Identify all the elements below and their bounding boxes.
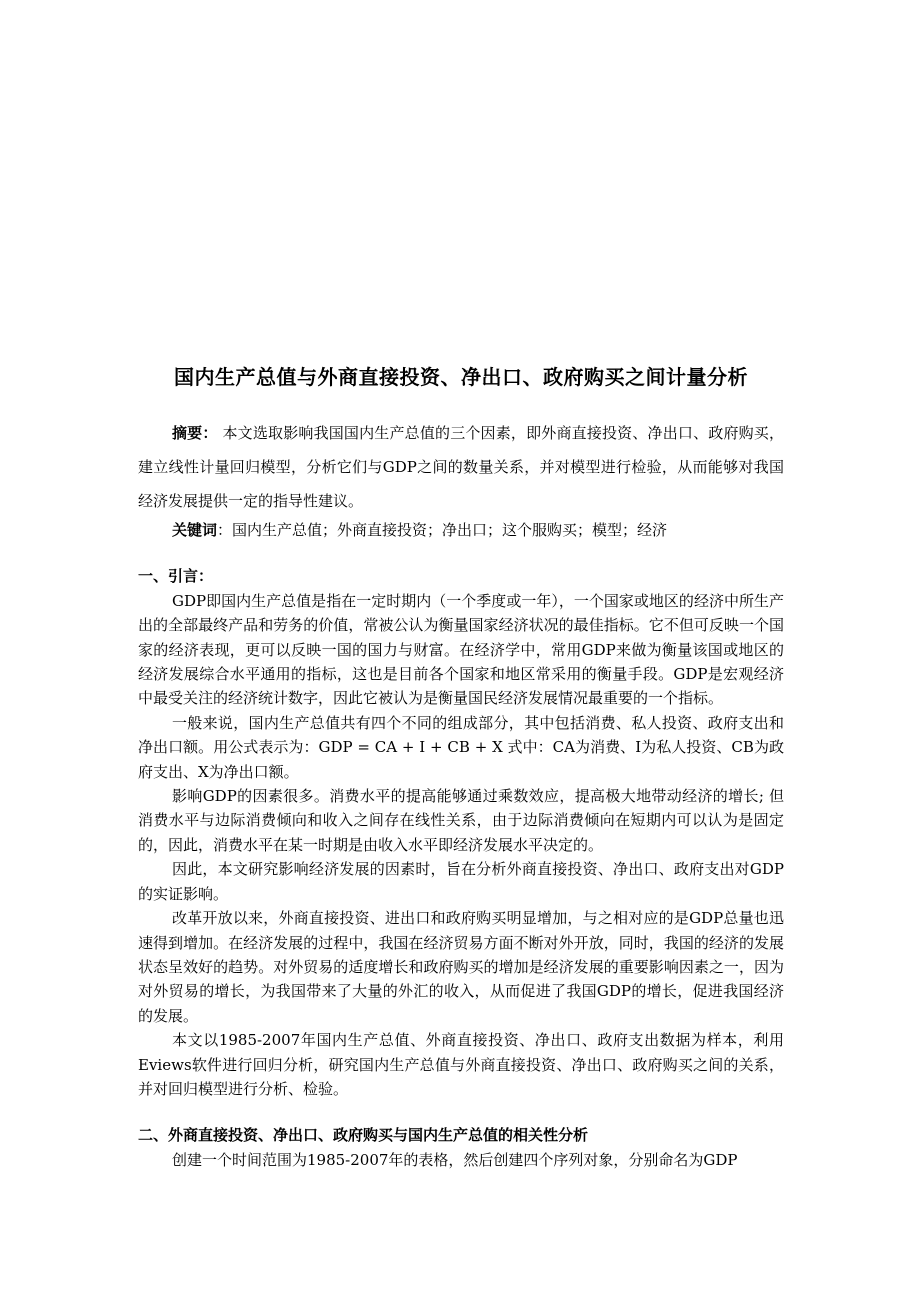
section-heading-intro: 一、引言： (138, 567, 214, 586)
body-paragraph: 改革开放以来，外商直接投资、进出口和政府购买明显增加，与之相对应的是GDP总量也迅速得到增加。在经济发展的过程中，我国在经济贸易方面不断对外开放，同时，我国的经济的发展状态呈效好的趋势。对外贸易的适度增长和政府购买的增加是经济发展的重要影响因素之一，因为对外贸易的增长，为我国带来了大量的外汇的收入，从而促进了我国GDP的增长，促进我国经济的发展。 (138, 909, 784, 1025)
keywords-label: 关键词 (172, 521, 218, 539)
document-page (138, 360, 784, 1172)
spacer (138, 542, 784, 564)
body-paragraph: 影响GDP的因素很多。消费水平的提高能够通过乘数效应，提高极大地带动经济的增长; 但消费水平与边际消费倾向和收入之间存在线性关系，由于边际消费倾向在短期内可以认为是固定的，因此，消费水平在某一时期是由收入水平即经济发展水平决定的。 (138, 787, 784, 854)
keywords-text: ：国内生产总值；外商直接投资；净出口；这个服购买；模型；经济 (217, 521, 668, 539)
body-paragraph: 创建一个时间范围为1985-2007年的表格，然后创建四个序列对象，分别命名为GDP (172, 1150, 738, 1169)
spacer (138, 1101, 784, 1123)
body-paragraph: GDP即国内生产总值是指在一定时期内（一个季度或一年），一个国家或地区的经济中所生产出的全部最终产品和劳务的价值，常被公认为衡量国家经济状况的最佳指标。它不但可反映一个国家的经济表现，更可以反映一国的国力与财富。在经济学中，常用GDP来做为衡量该国或地区的经济发展综合水平通用的指标，这也是目前各个国家和地区常采用的衡量手段。GDP是宏观经济中最受关注的经济统计数字，因此它被认为是衡量国民经济发展情况最重要的一个指标。 (138, 591, 784, 708)
section-heading-correlation: 二、外商直接投资、净出口、政府购买与国内生产总值的相关性分析 (138, 1126, 589, 1145)
abstract-label: 摘要： (172, 424, 218, 442)
abstract-text: 本文选取影响我国国内生产总值的三个因素，即外商直接投资、净出口、政府购买，建立线性计量回归模型，分析它们与GDP之间的数量关系，并对模型进行检验，从而能够对我国经济发展提供一定的指导性建议。 (138, 424, 784, 510)
document-title: 国内生产总值与外商直接投资、净出口、政府购买之间计量分析 (174, 365, 748, 389)
body-paragraph: 本文以1985-2007年国内生产总值、外商直接投资、净出口、政府支出数据为样本，利用Eviews软件进行回归分析，研究国内生产总值与外商直接投资、净出口、政府购买之间的关系，并对回归模型进行分析、检验。 (138, 1031, 784, 1098)
body-paragraph: 一般来说，国内生产总值共有四个不同的组成部分，其中包括消费、私人投资、政府支出和净出口额。用公式表示为：GDP = CA + I + CB + X 式中：CA为消费、I为私人投资、CB为政府支出、X为净出口额。 (138, 713, 784, 781)
abstract-paragraph (138, 416, 784, 518)
keywords-paragraph (138, 518, 784, 542)
body-paragraph: 因此，本文研究影响经济发展的因素时，旨在分析外商直接投资、净出口、政府支出对GDP的实证影响。 (138, 860, 784, 903)
